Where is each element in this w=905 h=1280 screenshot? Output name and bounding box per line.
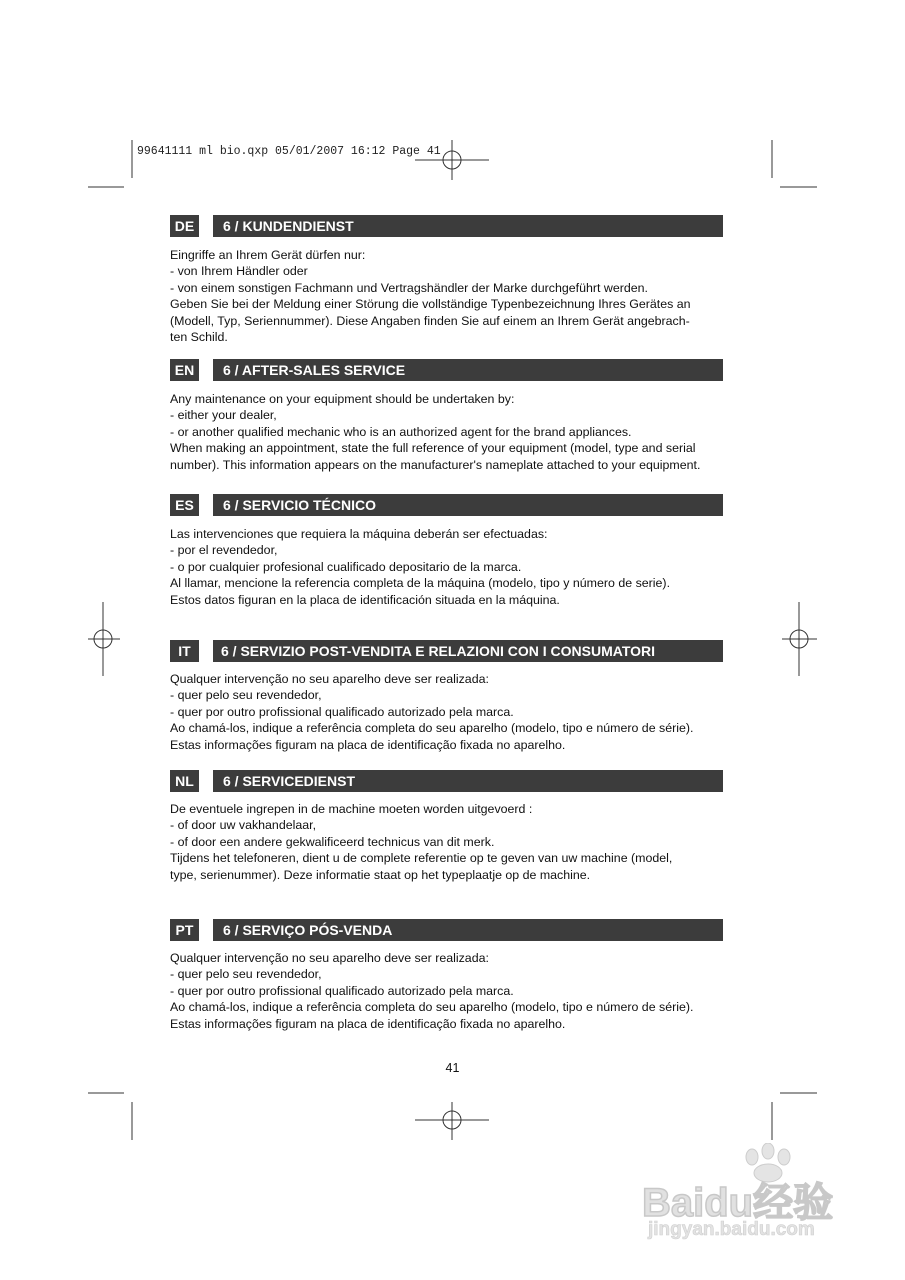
section-nl <box>170 770 725 883</box>
text-line: - either your dealer, <box>170 408 277 423</box>
section-header <box>170 215 725 237</box>
text-line: - of door uw vakhandelaar, <box>170 818 317 833</box>
language-tag: EN <box>170 359 199 381</box>
text-line: (Modell, Typ, Seriennummer). Diese Angaben finden Sie auf einem an Ihrem Gerät angebrach- <box>170 313 690 328</box>
text-line: Las intervenciones que requiera la máquina deberán ser efectuadas: <box>170 527 548 541</box>
registration-target-right <box>782 602 817 676</box>
language-tag: ES <box>170 494 199 516</box>
text-line: Estos datos figuran en la placa de identificación situada en la máquina. <box>170 592 560 607</box>
text-line: Al llamar, mencione la referencia completa de la máquina (modelo, tipo y número de serie). <box>170 576 671 591</box>
text-line: Estas informações figuram na placa de identificação fixada no aparelho. <box>170 1016 566 1031</box>
text-line: - quer pelo seu revendedor, <box>170 967 322 982</box>
text-line: Any maintenance on your equipment should be undertaken by: <box>170 392 515 406</box>
language-tag: IT <box>170 640 199 662</box>
text-line: number). This information appears on the manufacturer's nameplate attached to your equipment. <box>170 457 701 472</box>
text-line: Tijdens het telefoneren, dient u de complete referentie op te geven van uw machine (model, <box>170 851 673 866</box>
text-line: - von Ihrem Händler oder <box>170 264 308 279</box>
section-header <box>170 919 725 941</box>
section-title: 6 / SERVIÇO PÓS-VENDA <box>213 919 723 941</box>
text-line: - por el revendedor, <box>170 543 278 558</box>
section-title: 6 / SERVICEDIENST <box>213 770 723 792</box>
section-es <box>170 494 725 608</box>
watermark-brand: Baidu经验 <box>642 1181 834 1225</box>
text-line: ten Schild. <box>170 330 228 345</box>
text-line: Geben Sie bei der Meldung einer Störung die vollständige Typenbezeichnung Ihres Gerätes an <box>170 297 691 312</box>
text-line: Ao chamá-los, indique a referência completa do seu aparelho (modelo, tipo e número de série). <box>170 1000 694 1015</box>
section-body <box>170 671 725 753</box>
section-title: 6 / SERVIZIO POST-VENDITA E RELAZIONI CON I CONSUMATORI <box>213 640 723 662</box>
section-body <box>170 247 725 345</box>
section-body <box>170 391 725 473</box>
section-header <box>170 494 725 516</box>
language-tag: NL <box>170 770 199 792</box>
registration-target-left <box>88 602 120 676</box>
section-pt <box>170 919 725 1032</box>
section-it <box>170 640 725 753</box>
text-line: Qualquer intervenção no seu aparelho deve ser realizada: <box>170 672 489 686</box>
watermark-url: jingyan.baidu.com <box>648 1219 815 1240</box>
text-line: - quer pelo seu revendedor, <box>170 688 322 703</box>
section-header <box>170 640 725 662</box>
section-body <box>170 526 725 608</box>
section-title: 6 / AFTER-SALES SERVICE <box>213 359 723 381</box>
text-line: Ao chamá-los, indique a referência completa do seu aparelho (modelo, tipo e número de série). <box>170 721 694 736</box>
language-tag: DE <box>170 215 199 237</box>
text-line: - o por cualquier profesional cualificado depositario de la marca. <box>170 559 522 574</box>
text-line: Eingriffe an Ihrem Gerät dürfen nur: <box>170 248 366 262</box>
text-line: - quer por outro profissional qualificado autorizado pela marca. <box>170 983 514 998</box>
text-line: - quer por outro profissional qualificado autorizado pela marca. <box>170 704 514 719</box>
section-en <box>170 359 725 473</box>
baidu-watermark <box>642 1143 852 1248</box>
language-tag: PT <box>170 919 199 941</box>
text-line: Estas informações figuram na placa de identificação fixada no aparelho. <box>170 737 566 752</box>
text-line: - or another qualified mechanic who is an authorized agent for the brand appliances. <box>170 424 632 439</box>
page-number: 41 <box>445 1061 460 1075</box>
section-de <box>170 215 725 345</box>
text-line: De eventuele ingrepen in de machine moeten worden uitgevoerd : <box>170 802 533 816</box>
section-header <box>170 359 725 381</box>
section-header <box>170 770 725 792</box>
registration-target-bottom <box>415 1102 489 1140</box>
section-body <box>170 801 725 883</box>
section-title: 6 / KUNDENDIENST <box>213 215 723 237</box>
text-line: - of door een andere gekwalificeerd technicus van dit merk. <box>170 834 495 849</box>
text-line: - von einem sonstigen Fachmann und Vertragshändler der Marke durchgeführt werden. <box>170 280 648 295</box>
text-line: When making an appointment, state the full reference of your equipment (model, type and serial <box>170 441 696 456</box>
text-line: Qualquer intervenção no seu aparelho deve ser realizada: <box>170 951 489 965</box>
text-line: type, serienummer). Deze informatie staat op het typeplaatje op de machine. <box>170 867 591 882</box>
file-slug: 99641111 ml bio.qxp 05/01/2007 16:12 Page 41 <box>137 145 441 158</box>
section-title: 6 / SERVICIO TÉCNICO <box>213 494 723 516</box>
section-body <box>170 950 725 1032</box>
